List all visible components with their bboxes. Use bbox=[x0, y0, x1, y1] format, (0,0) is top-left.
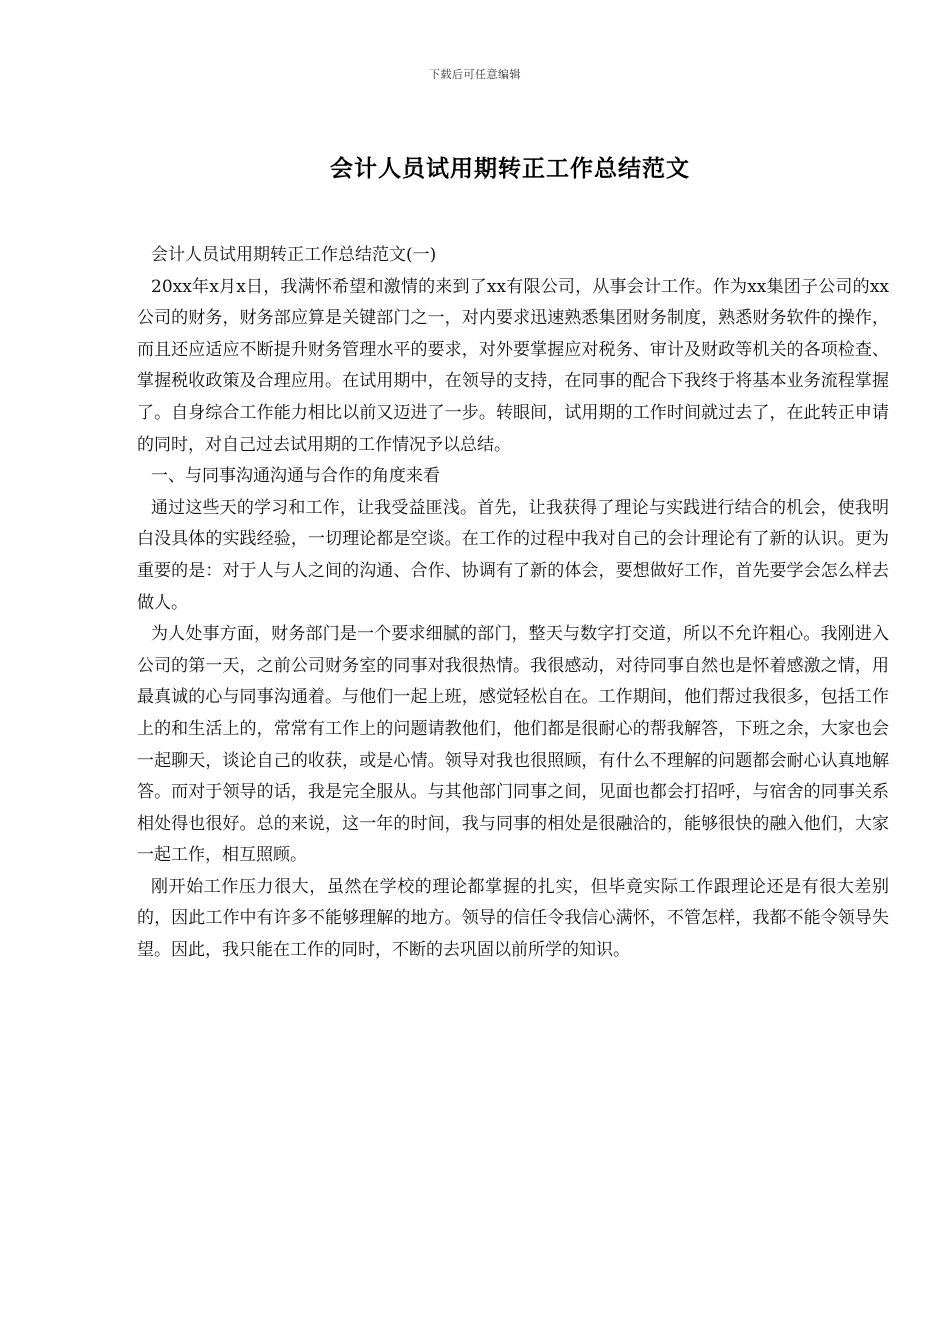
header-note: 下载后可任意编辑 bbox=[429, 68, 521, 81]
section-heading: 一、与同事沟通沟通与合作的角度来看 bbox=[151, 466, 440, 487]
document-body bbox=[137, 240, 889, 967]
section-heading: 会计人员试用期转正工作总结范文(一) bbox=[151, 245, 437, 265]
document-title: 会计人员试用期转正工作总结范文 bbox=[330, 156, 690, 182]
paragraph: 为人处事方面，财务部门是一个要求细腻的部门，整天与数字打交道，所以不允许粗心。我刚进入公司的第一天，之前公司财务室的同事对我很热情。我很感动，对待同事自然也是怀着感激之情，用最真诚的心与同事沟通着。与他们一起上班，感觉轻松自在。工作期间，他们帮过我很多，包括工作上的和生活上的，常常有工作上的问题请教他们，他们都是很耐心的帮我解答，下班之余，大家也会一起聊天，谈论自己的收获，或是心情。领导对我也很照顾，有什么不理解的问题都会耐心认真地解答。而对于领导的话，我是完全服从。与其他部门同事之间，见面也都会打招呼，与宿舍的同事关系相处得也很好。总的来说，这一年的时间，我与同事的相处是很融洽的，能够很快的融入他们，大家一起工作，相互照顾。 bbox=[137, 624, 889, 866]
paragraph: 20xx年x月x日，我满怀希望和激情的来到了xx有限公司，从事会计工作。作为xx集团子公司的xx公司的财务，财务部应算是关键部门之一，对内要求迅速熟悉集团财务制度，熟悉财务软件的操作，而且还应适应不断提升财务管理水平的要求，对外要掌握应对税务、审计及财政等机关的各项检查、掌握税收政策及合理应用。在试用期中，在领导的支持，在同事的配合下我终于将基本业务流程掌握了。自身综合工作能力相比以前又迈进了一步。转眼间，试用期的工作时间就过去了，在此转正申请的同时，对自己过去试用期的工作情况予以总结。 bbox=[137, 276, 889, 455]
paragraph: 通过这些天的学习和工作，让我受益匪浅。首先，让我获得了理论与实践进行结合的机会，使我明白没具体的实践经验，一切理论都是空谈。在工作的过程中我对自己的会计理论有了新的认识。更为重要的是：对于人与人之间的沟通、合作、协调有了新的体会，要想做好工作，首先要学会怎么样去做人。 bbox=[137, 497, 889, 613]
paragraph: 刚开始工作压力很大，虽然在学校的理论都掌握的扎实，但毕竟实际工作跟理论还是有很大差别的，因此工作中有许多不能够理解的地方。领导的信任令我信心满怀，不管怎样，我都不能令领导失望。因此，我只能在工作的同时，不断的去巩固以前所学的知识。 bbox=[137, 876, 889, 961]
